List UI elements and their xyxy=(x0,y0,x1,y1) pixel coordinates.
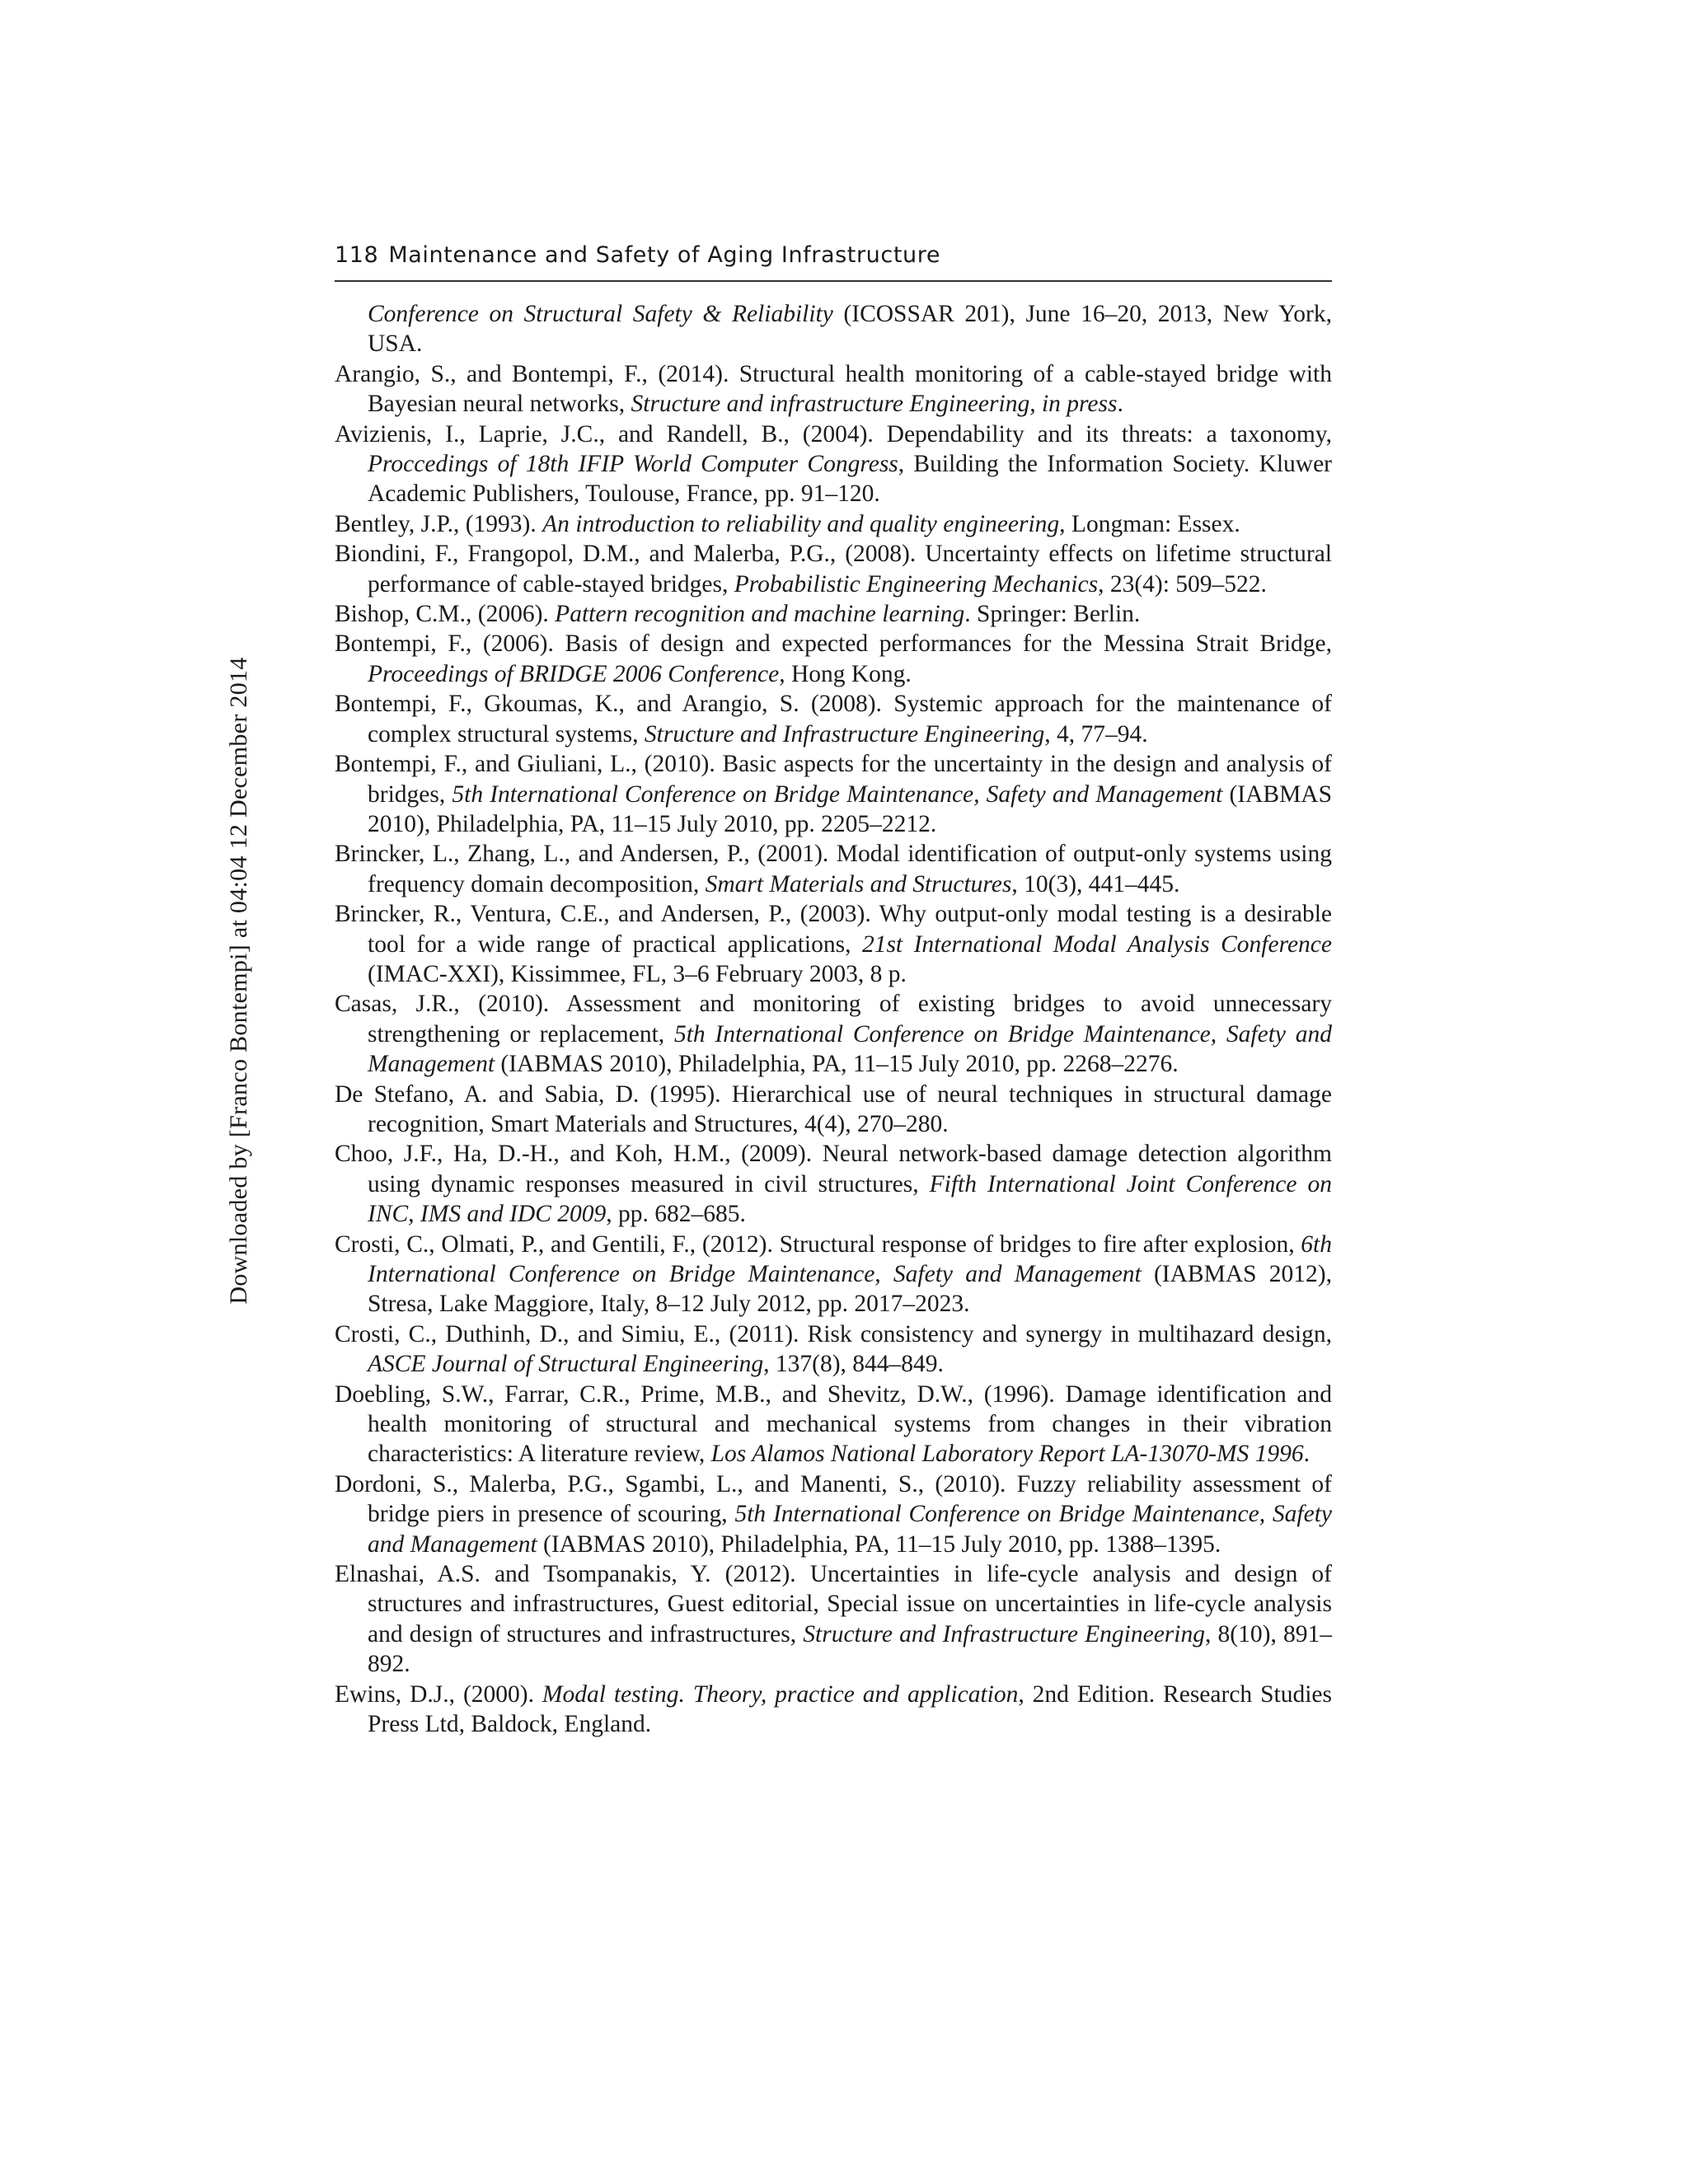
download-watermark: Downloaded by [Franco Bontempi] at 04:04 12 December 2014 xyxy=(225,657,252,1305)
reference-text: . xyxy=(1303,1441,1310,1468)
reference-text: Ewins, D.J., (2000). xyxy=(335,1680,542,1708)
reference-title-italic: Smart Materials and Structures xyxy=(705,870,1012,898)
reference-text: (IABMAS 2010), Philadelphia, PA, 11–15 July 2010, pp. 2205–2212. xyxy=(368,780,1333,837)
reference-text: Bentley, J.P., (1993). xyxy=(335,510,543,537)
reference-entry xyxy=(335,509,1332,539)
running-header xyxy=(335,239,1332,282)
reference-entry xyxy=(335,839,1332,899)
reference-text: , Longman: Essex. xyxy=(1059,510,1240,537)
reference-title-italic: Structure and infrastructure Engineering, in press xyxy=(631,391,1118,418)
reference-entry xyxy=(335,359,1332,419)
reference-text: Arangio, S., and Bontempi, F., (2014). Structural health monitoring of a cable-stayed bridge with Bayesian neural networks, xyxy=(335,360,1332,418)
reference-text: Dordoni, S., Malerba, P.G., Sgambi, L., and Manenti, S., (2010). Fuzzy reliability assessment of bridge piers in presence of scouring, xyxy=(335,1470,1332,1528)
reference-text: Avizienis, I., Laprie, J.C., and Randell, B., (2004). Dependability and its threats: a taxonomy, xyxy=(335,420,1332,448)
reference-text: (IMAC-XXI), Kissimmee, FL, 3–6 February 2003, 8 p. xyxy=(368,960,907,987)
reference-entry xyxy=(335,1080,1332,1140)
reference-entry xyxy=(335,1380,1332,1469)
reference-entry xyxy=(335,1319,1332,1380)
reference-text: Bishop, C.M., (2006). xyxy=(335,601,556,628)
reference-text: , 137(8), 844–849. xyxy=(763,1351,944,1378)
reference-title-italic: Los Alamos National Laboratory Report LA-13070-MS 1996 xyxy=(710,1441,1304,1468)
reference-text: Biondini, F., Frangopol, D.M., and Malerba, P.G., (2008). Uncertainty effects on lifetime structural performance of cable-stayed bridges, xyxy=(335,541,1332,598)
reference-text: De Stefano, A. and Sabia, D. (1995). Hierarchical use of neural techniques in structural damage recognition, Smart Materials and Structures, 4(4), 270–280. xyxy=(335,1080,1332,1137)
reference-entry xyxy=(335,899,1332,989)
reference-text: (IABMAS 2010), Philadelphia, PA, 11–15 July 2010, pp. 1388–1395. xyxy=(537,1530,1221,1558)
reference-title-italic: Proccedings of 18th IFIP World Computer Congress xyxy=(368,451,898,478)
reference-text: Brincker, L., Zhang, L., and Andersen, P., (2001). Modal identification of output-only systems using frequency domain decomposition, xyxy=(335,841,1332,898)
reference-entry xyxy=(335,629,1332,689)
reference-title-italic: 21st International Modal Analysis Conference xyxy=(861,930,1332,958)
reference-text: , pp. 682–685. xyxy=(606,1201,746,1228)
reference-text: (IABMAS 2010), Philadelphia, PA, 11–15 July 2010, pp. 2268–2276. xyxy=(495,1051,1179,1078)
reference-text: Crosti, C., Olmati, P., and Gentili, F., (2012). Structural response of bridges to fire after explosion, xyxy=(335,1230,1301,1258)
reference-text: Brincker, R., Ventura, C.E., and Andersen, P., (2003). Why output-only modal testing is a desirable tool for a wide range of practical applications, xyxy=(335,901,1332,958)
reference-text: , Building the Information Society. Kluwer Academic Publishers, Toulouse, France, pp. 91–120. xyxy=(368,451,1332,508)
reference-entry xyxy=(335,1559,1332,1680)
reference-title-italic: Structure and Infrastructure Engineering xyxy=(803,1620,1205,1647)
reference-text: , 10(3), 441–445. xyxy=(1011,870,1180,898)
reference-title-italic: Probabilistic Engineering Mechanics xyxy=(734,570,1099,598)
reference-text: , 23(4): 509–522. xyxy=(1098,570,1267,598)
reference-text: Choo, J.F., Ha, D.-H., and Koh, H.M., (2009). Neural network-based damage detection algorithm using dynamic responses measured in civil structures, xyxy=(335,1141,1332,1197)
reference-title-italic: Structure and Infrastructure Engineering xyxy=(644,720,1045,748)
reference-title-italic: Conference on Structural Safety & Reliability xyxy=(368,301,833,327)
reference-title-italic: Fifth International Joint Conference on INC, IMS and IDC 2009 xyxy=(368,1170,1332,1228)
reference-title-italic: An introduction to reliability and quality engineering xyxy=(542,510,1060,537)
reference-text: (IABMAS 2012), Stresa, Lake Maggiore, Italy, 8–12 July 2012, pp. 2017–2023. xyxy=(368,1261,1332,1318)
reference-text: , 4, 77–94. xyxy=(1044,720,1148,748)
reference-text: Doebling, S.W., Farrar, C.R., Prime, M.B., and Shevitz, D.W., (1996). Damage identification and health monitoring of structural and mechanical systems from changes in their vibration characteristics: A literature review, xyxy=(335,1380,1332,1468)
reference-list xyxy=(335,299,1332,1740)
reference-text: Casas, J.R., (2010). Assessment and monitoring of existing bridges to avoid unnecessary strengthening or replacement, xyxy=(335,991,1332,1047)
reference-entry xyxy=(335,1139,1332,1229)
reference-entry xyxy=(335,1680,1332,1740)
reference-text: , Hong Kong. xyxy=(779,660,912,687)
reference-text: . xyxy=(1117,391,1123,418)
reference-text: Crosti, C., Duthinh, D., and Simiu, E., (2011). Risk consistency and synergy in multihazard design, xyxy=(335,1320,1332,1347)
reference-entry xyxy=(335,1469,1332,1559)
reference-entry xyxy=(335,749,1332,839)
reference-entry xyxy=(335,689,1332,749)
reference-title-italic: 5th International Conference on Bridge Maintenance, Safety and Management xyxy=(368,1020,1332,1078)
reference-text: Elnashai, A.S. and Tsompanakis, Y. (2012). Uncertainties in life-cycle analysis and design of structures and infrastructures, Guest editorial, Special issue on uncertainties in life-cycle analysis and design of structures and infrastructures, xyxy=(335,1561,1332,1647)
page-number: 118 xyxy=(335,242,379,268)
reference-entry xyxy=(335,989,1332,1079)
reference-text: Bontempi, F., and Giuliani, L., (2010). Basic aspects for the uncertainty in the design and analysis of bridges, xyxy=(335,751,1332,808)
reference-title-italic: Proceedings of BRIDGE 2006 Conference xyxy=(368,660,780,687)
reference-text: (ICOSSAR 201), June 16–20, 2013, New York, USA. xyxy=(368,301,1332,358)
reference-text: , 2nd Edition. Research Studies Press Ltd, Baldock, England. xyxy=(368,1680,1332,1738)
reference-continuation xyxy=(335,299,1332,359)
reference-text: , 8(10), 891–892. xyxy=(368,1620,1332,1678)
reference-text: Bontempi, F., Gkoumas, K., and Arangio, S. (2008). Systemic approach for the maintenance of complex structural systems, xyxy=(335,691,1332,748)
reference-title-italic: Modal testing. Theory, practice and application xyxy=(542,1680,1019,1708)
reference-entry xyxy=(335,419,1332,509)
reference-title-italic: ASCE Journal of Structural Engineering xyxy=(368,1351,764,1378)
reference-text: Bontempi, F., (2006). Basis of design and expected performances for the Messina Strait Bridge, xyxy=(335,630,1332,658)
reference-title-italic: 5th International Conference on Bridge Maintenance, Safety and Management xyxy=(452,780,1223,808)
reference-title-italic: 5th International Conference on Bridge Maintenance, Safety and Management xyxy=(368,1501,1332,1558)
reference-entry xyxy=(335,539,1332,599)
reference-entry xyxy=(335,599,1332,629)
reference-entry xyxy=(335,1230,1332,1319)
reference-text: . Springer: Berlin. xyxy=(964,601,1141,628)
reference-title-italic: Pattern recognition and machine learning xyxy=(555,601,965,628)
running-title: Maintenance and Safety of Aging Infrastructure xyxy=(388,242,941,268)
reference-title-italic: 6th International Conference on Bridge Maintenance, Safety and Management xyxy=(368,1230,1332,1287)
